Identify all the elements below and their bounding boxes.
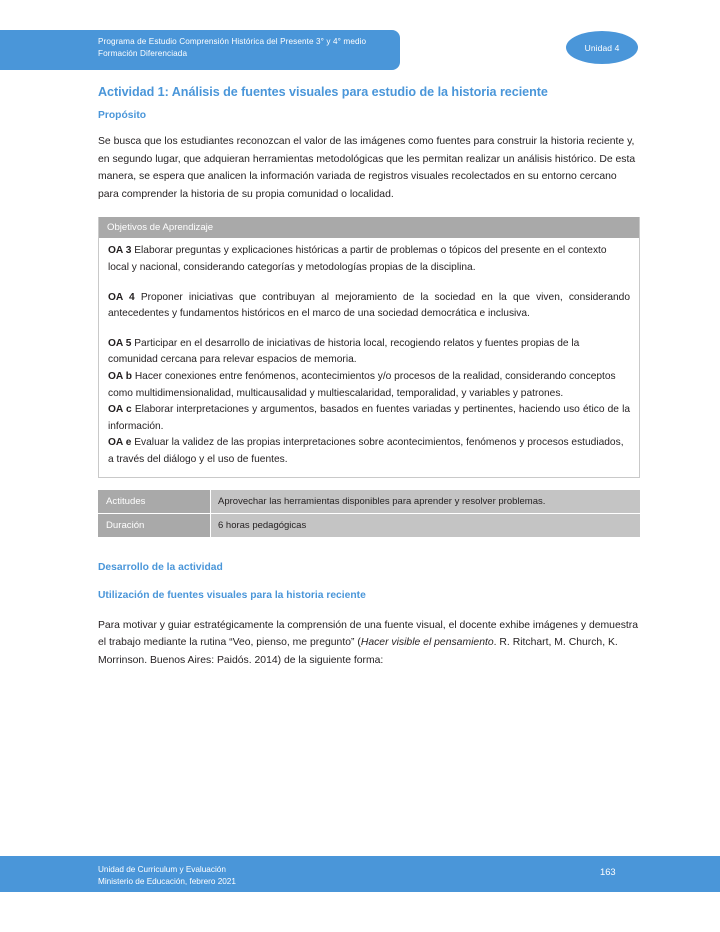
objective-item: [108, 336, 630, 369]
attribute-value: Aprovechar las herramientas disponibles para aprender y resolver problemas.: [211, 490, 641, 514]
table-row: [98, 513, 640, 537]
objective-item: [108, 402, 630, 435]
footer-text: [98, 864, 236, 888]
footer-line-1: Unidad de Curriculum y Evaluación: [98, 865, 226, 874]
objective-code: OA e: [108, 437, 132, 449]
attributes-table: [98, 490, 640, 537]
development-heading: Desarrollo de la actividad: [98, 561, 223, 573]
objective-item: [108, 243, 630, 276]
header-band: [0, 30, 400, 70]
footer-line-2: Ministerio de Educación, febrero 2021: [98, 876, 236, 886]
objective-code: OA c: [108, 404, 132, 416]
development-section: [98, 561, 640, 670]
page-number: 163: [600, 866, 616, 877]
objective-code: OA 5: [108, 337, 132, 349]
objective-text: Proponer iniciativas que contribuyan al mejoramiento de la sociedad en la que viven, considerando antecedentes y fundamentos históricos en el marco de una sociedad democrática e inclusiva.: [108, 291, 630, 320]
objective-item: [108, 369, 630, 402]
objective-text: Evaluar la validez de las propias interpretaciones sobre acontecimientos, fenómenos y procesos estudiados, a través del diálogo y el uso de fuentes.: [108, 437, 624, 465]
development-paragraph: [98, 617, 640, 670]
objective-text: Elaborar preguntas y explicaciones históricas a partir de problemas o tópicos del presente en el contexto local y nacional, considerando categorías y metodologías propias de la disciplina.: [108, 245, 607, 273]
unit-badge: [566, 31, 638, 64]
page-title: Actividad 1: Análisis de fuentes visuales para estudio de la historia reciente: [98, 85, 548, 99]
program-title-line-1: Programa de Estudio Comprensión Histórica del Presente 3° y 4° medio: [98, 37, 367, 46]
learning-objectives-body: [99, 238, 639, 476]
attribute-label: Actitudes: [98, 490, 211, 514]
attribute-value: 6 horas pedagógicas: [211, 513, 641, 537]
learning-objectives-box: [98, 217, 640, 477]
objective-code: OA 4: [108, 291, 135, 303]
purpose-paragraph: Se busca que los estudiantes reconozcan el valor de las imágenes como fuentes para construir la historia reciente y, en segundo lugar, que adquieran herramientas metodológicas que les permitan realizar un análisis histórico. De esta manera, se espera que analicen la información variada de registros visuales recolectados en su entorno cercano para comprender la historia de su propia comunidad o localidad.: [98, 136, 636, 200]
development-subheading: Utilización de fuentes visuales para la historia reciente: [98, 589, 366, 601]
objective-code: OA 3: [108, 245, 132, 257]
development-paragraph-part-1: Para motivar y guiar estratégicamente la comprensión de una fuente visual, el docente exhibe imágenes y demuestra el trabajo mediante la rutina “Veo, pienso, me pregunto” (: [98, 619, 639, 649]
objective-text: Participar en el desarrollo de iniciativas de historia local, recogiendo relatos y fuentes propias de la comunidad cercana para relevar espacios de memoria.: [108, 337, 580, 366]
development-paragraph-part-2: . R. Ritchart, M. Church, K. Morrinson. Buenos Aires: Paidós. 2014) de la siguiente forma:: [98, 637, 618, 666]
learning-objectives-header: Objetivos de Aprendizaje: [99, 217, 639, 238]
development-paragraph-citation-title: Hacer visible el pensamiento: [360, 637, 494, 649]
objective-text: Hacer conexiones entre fenómenos, acontecimientos y/o procesos de la realidad, considerando conceptos como multidimensionalidad, multicausalidad y multiescalaridad, temporalidad, y variables y patrones.: [108, 370, 616, 399]
purpose-heading: Propósito: [98, 110, 147, 121]
table-row: [98, 490, 640, 514]
page-content: [98, 84, 640, 669]
unit-badge-label: Unidad 4: [584, 42, 620, 53]
objective-item: [108, 290, 630, 323]
attribute-label: Duración: [98, 513, 211, 537]
program-title-line-2: Formación Diferenciada: [98, 48, 188, 58]
objective-text: Elaborar interpretaciones y argumentos, basados en fuentes variadas y pertinentes, haciendo uso ético de la información.: [108, 404, 630, 432]
objective-code: OA b: [108, 370, 132, 382]
objective-item: [108, 435, 630, 468]
